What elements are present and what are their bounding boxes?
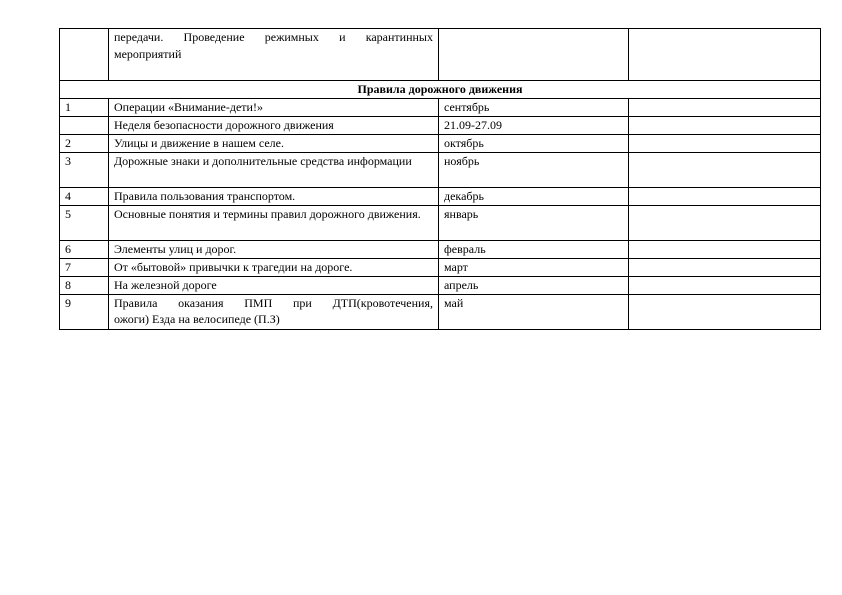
table-row: [60, 117, 821, 135]
date-cell: май: [439, 295, 629, 330]
events-table: [59, 28, 821, 330]
table-row: [60, 99, 821, 117]
table-row: [60, 259, 821, 277]
row-number-cell: 2: [60, 135, 109, 153]
event-cell: [109, 295, 439, 330]
date-cell: 21.09-27.09: [439, 117, 629, 135]
table-row: [60, 277, 821, 295]
date-cell: декабрь: [439, 188, 629, 206]
row-number-cell: 7: [60, 259, 109, 277]
row-number-cell: 3: [60, 153, 109, 188]
table-row: [60, 29, 821, 81]
event-cell: Правила пользования транспортом.: [109, 188, 439, 206]
event-cell: Операции «Внимание-дети!»: [109, 99, 439, 117]
event-cell: Основные понятия и термины правил дорожного движения.: [109, 206, 439, 241]
note-cell: [629, 153, 821, 188]
row-number-cell: 5: [60, 206, 109, 241]
event-cell: Неделя безопасности дорожного движения: [109, 117, 439, 135]
note-cell: [629, 295, 821, 330]
row-number-cell: [60, 29, 109, 81]
row-number-cell: [60, 117, 109, 135]
note-cell: [629, 259, 821, 277]
event-cell: Элементы улиц и дорог.: [109, 241, 439, 259]
row-number-cell: 6: [60, 241, 109, 259]
event-text-line: ожоги) Езда на велосипеде (П.З): [114, 312, 280, 326]
table-row: [60, 153, 821, 188]
note-cell: [629, 117, 821, 135]
event-cell: Улицы и движение в нашем селе.: [109, 135, 439, 153]
note-cell: [629, 29, 821, 81]
event-text-line: передачи. Проведение режимных и карантинных: [114, 30, 433, 44]
section-title: Правила дорожного движения: [60, 81, 821, 99]
row-number-cell: 4: [60, 188, 109, 206]
date-cell: октябрь: [439, 135, 629, 153]
date-cell: январь: [439, 206, 629, 241]
table-row: [60, 188, 821, 206]
event-cell: [109, 29, 439, 81]
date-cell: ноябрь: [439, 153, 629, 188]
event-text-line: мероприятий: [114, 47, 182, 61]
table-row: [60, 295, 821, 330]
event-cell: Дорожные знаки и дополнительные средства информации: [109, 153, 439, 188]
row-number-cell: 9: [60, 295, 109, 330]
note-cell: [629, 188, 821, 206]
section-header-row: [60, 81, 821, 99]
note-cell: [629, 99, 821, 117]
event-cell: На железной дороге: [109, 277, 439, 295]
event-cell: От «бытовой» привычки к трагедии на дороге.: [109, 259, 439, 277]
date-cell: сентябрь: [439, 99, 629, 117]
event-text-line: Правила оказания ПМП при ДТП(кровотечения,: [114, 296, 433, 310]
row-number-cell: 1: [60, 99, 109, 117]
date-cell: март: [439, 259, 629, 277]
note-cell: [629, 135, 821, 153]
date-cell: [439, 29, 629, 81]
table-row: [60, 206, 821, 241]
table-row: [60, 241, 821, 259]
note-cell: [629, 206, 821, 241]
table-row: [60, 135, 821, 153]
note-cell: [629, 241, 821, 259]
date-cell: апрель: [439, 277, 629, 295]
note-cell: [629, 277, 821, 295]
row-number-cell: 8: [60, 277, 109, 295]
date-cell: февраль: [439, 241, 629, 259]
